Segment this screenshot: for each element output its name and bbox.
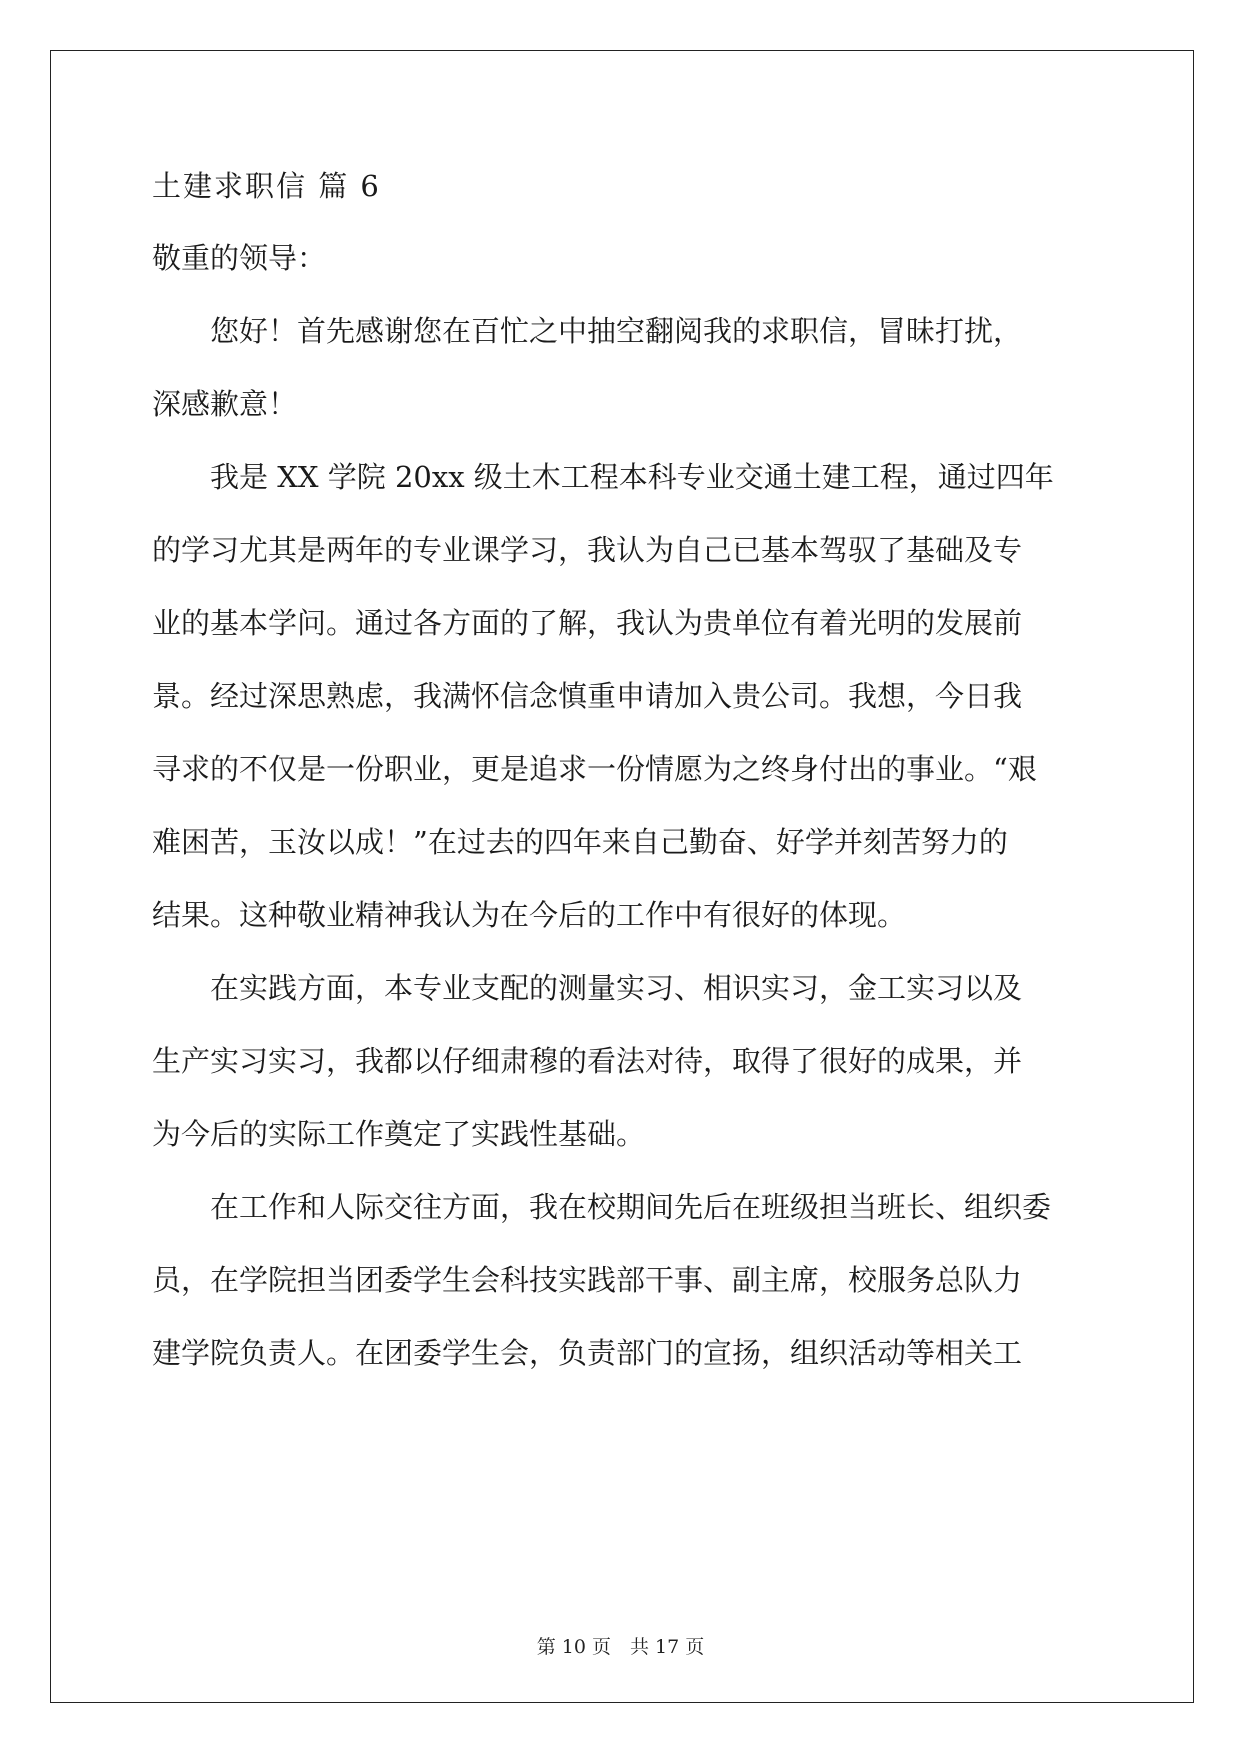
page-number-label: 第 10 页 共 17 页 (536, 1636, 705, 1658)
page-footer (0, 1635, 1241, 1659)
body-line: 业的基本学问。通过各方面的了解，我认为贵单位有着光明的发展前 (152, 606, 1023, 640)
body-line: 为今后的实际工作奠定了实践性基础。 (152, 1117, 646, 1151)
body-line: 的学习尤其是两年的专业课学习，我认为自己已基本驾驭了基础及专 (152, 533, 1023, 567)
body-line: 结果。这种敬业精神我认为在今后的工作中有很好的体现。 (152, 898, 907, 932)
body-line: 寻求的不仅是一份职业，更是追求一份情愿为之终身付出的事业。“艰 (152, 752, 1037, 786)
body-line: 难困苦，玉汝以成！”在过去的四年来自己勤奋、好学并刻苦努力的 (152, 825, 1008, 859)
body-line: 建学院负责人。在团委学生会，负责部门的宣扬，组织活动等相关工 (152, 1336, 1023, 1370)
body-line: 在工作和人际交往方面，我在校期间先后在班级担当班长、组织委 (152, 1190, 1052, 1224)
salutation-line: 敬重的领导： (152, 241, 327, 275)
document-title: 土建求职信 篇 6 (152, 169, 381, 203)
body-line: 生产实习实习，我都以仔细肃穆的看法对待，取得了很好的成果，并 (152, 1044, 1023, 1078)
body-line: 我是 XX 学院 20xx 级土木工程本科专业交通土建工程，通过四年 (152, 460, 1054, 494)
body-line: 您好！首先感谢您在百忙之中抽空翻阅我的求职信，冒昧打扰， (152, 314, 1023, 348)
body-line: 在实践方面，本专业支配的测量实习、相识实习，金工实习以及 (152, 971, 1023, 1005)
page-border (50, 50, 1194, 1703)
body-line: 景。经过深思熟虑，我满怀信念慎重申请加入贵公司。我想，今日我 (152, 679, 1023, 713)
body-line: 深感歉意！ (152, 387, 298, 421)
body-line: 员，在学院担当团委学生会科技实践部干事、副主席，校服务总队力 (152, 1263, 1023, 1297)
